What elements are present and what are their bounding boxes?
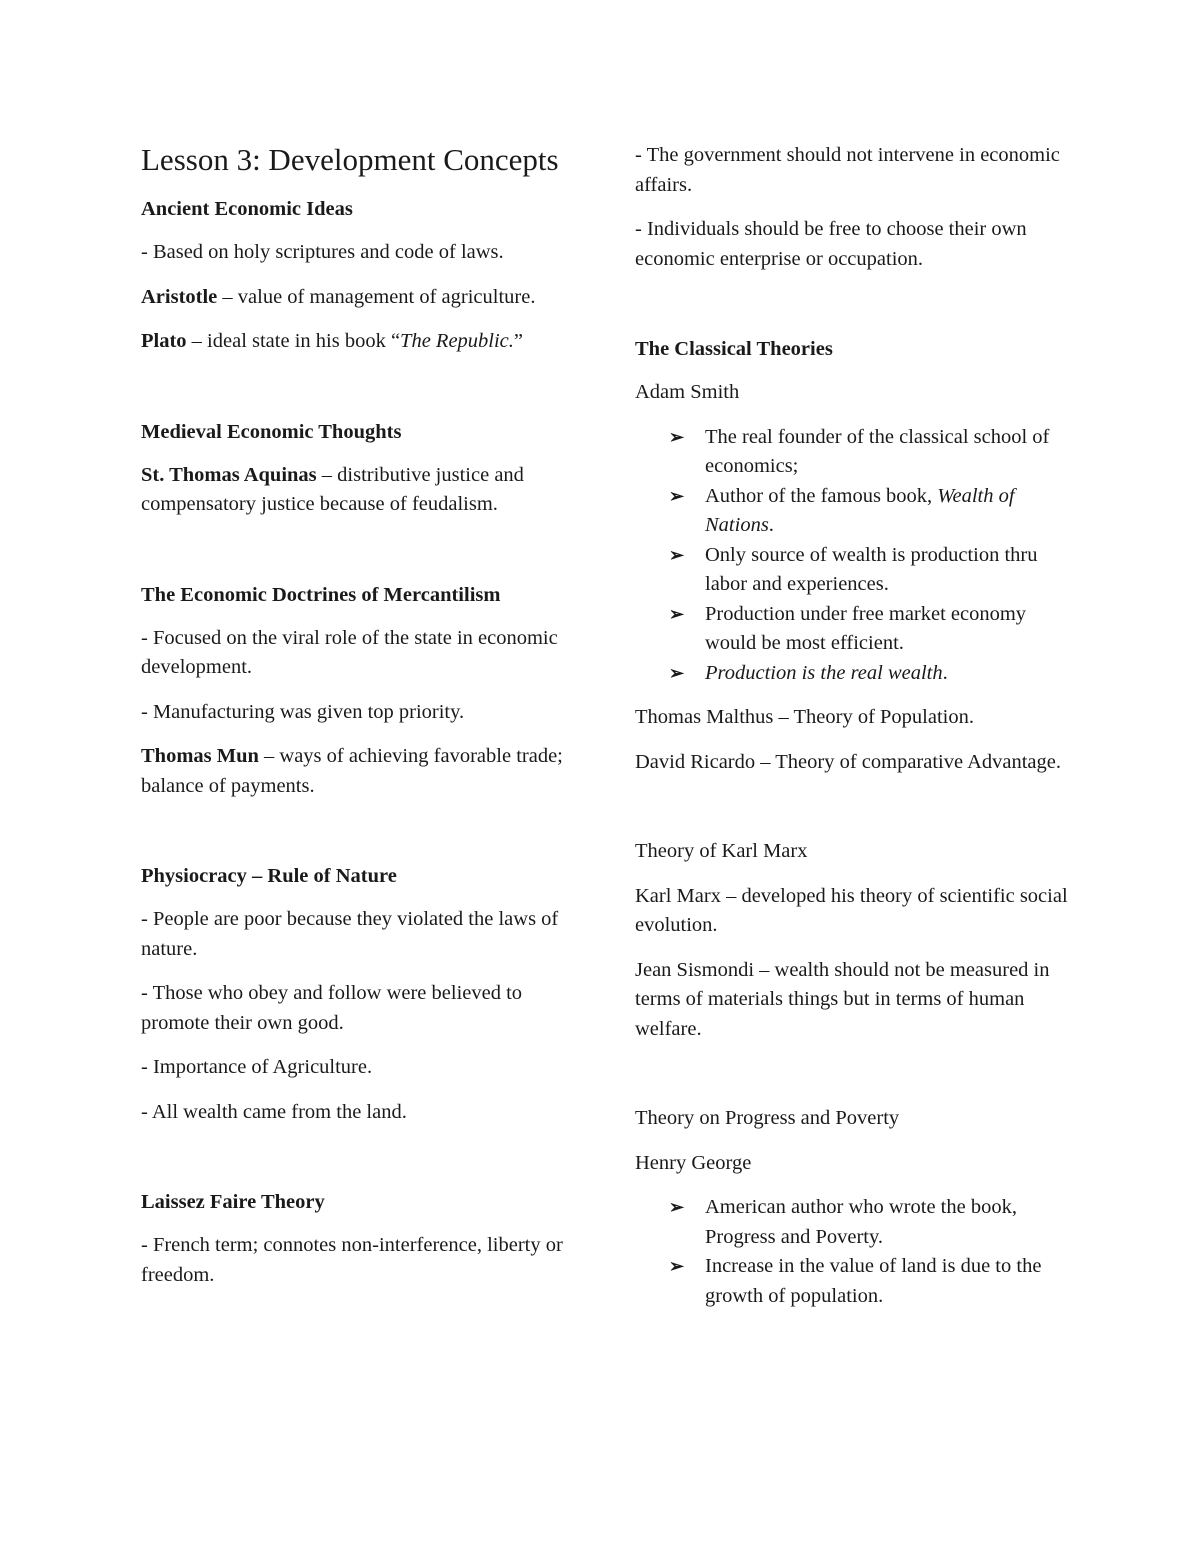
aristotle-name: Aristotle (141, 285, 218, 308)
physiocracy-line-3: - Importance of Agriculture. (141, 1056, 373, 1078)
arrow-bullet-icon: ➢ (669, 1256, 685, 1276)
ricardo-line: David Ricardo – Theory of comparative Advantage. (635, 750, 1061, 773)
bullet-text: Production under free market economy would be most efficient. (705, 602, 1027, 654)
aristotle-paragraph (141, 283, 571, 313)
malthus-line: Thomas Malthus – Theory of Population. (635, 706, 974, 728)
heading-medieval: Medieval Economic Thoughts (141, 420, 402, 443)
adam-smith: Adam Smith (635, 381, 740, 403)
plato-name: Plato (141, 330, 187, 352)
heading-classical: The Classical Theories (635, 338, 833, 360)
list-item (669, 659, 1075, 689)
aristotle-text: – value of management of agriculture. (217, 285, 536, 308)
physiocracy-line-4: - All wealth came from the land. (141, 1100, 407, 1123)
laissez-cont-line-2: - Individuals should be free to choose their own economic enterprise or occupation. (635, 218, 1027, 270)
mun-name: Thomas Mun (141, 745, 259, 767)
henry-george: Henry George (635, 1151, 752, 1174)
book-title: Wealth of Nations (705, 484, 1015, 536)
bullet-text: Increase in the value of land is due to the growth of population. (705, 1255, 1042, 1307)
bullet-text: Production is the real wealth (705, 661, 943, 684)
page-title: Lesson 3: Development Concepts (141, 142, 559, 177)
right-column (635, 141, 1075, 1326)
ancient-line-1: - Based on holy scriptures and code of laws. (141, 241, 504, 263)
arrow-bullet-icon: ➢ (669, 485, 685, 506)
left-column (141, 140, 571, 1305)
arrow-bullet-icon: ➢ (669, 426, 685, 447)
laissez-cont-line-1: - The government should not intervene in economic affairs. (635, 144, 1060, 196)
george-bullet-list (635, 1193, 1075, 1311)
plato-paragraph (141, 327, 571, 357)
heading-laissez-faire: Laissez Faire Theory (141, 1191, 325, 1213)
list-item (669, 1193, 1075, 1252)
mercantilism-line-1: - Focused on the viral role of the state in economic development. (141, 626, 558, 678)
heading-progress-poverty: Theory on Progress and Poverty (635, 1107, 900, 1129)
plato-close-quote: ” (513, 330, 524, 352)
heading-mercantilism: The Economic Doctrines of Mercantilism (141, 583, 501, 606)
list-item (669, 600, 1075, 659)
list-item (669, 423, 1075, 482)
plato-book: The Republic. (400, 330, 514, 352)
arrow-bullet-icon: ➢ (669, 544, 685, 565)
heading-karl-marx: Theory of Karl Marx (635, 840, 808, 862)
heading-ancient: Ancient Economic Ideas (141, 198, 353, 220)
list-item (669, 482, 1075, 541)
heading-physiocracy: Physiocracy – Rule of Nature (141, 865, 397, 887)
list-item (669, 1252, 1075, 1311)
aquinas-name: St. Thomas Aquinas (141, 463, 317, 486)
aquinas-paragraph (141, 461, 571, 520)
arrow-bullet-icon: ➢ (669, 603, 685, 624)
aquinas-text: – distributive justice and compensatory justice because of feudalism. (141, 463, 524, 515)
bullet-text: American author who wrote the book, Progress and Poverty. (705, 1196, 1017, 1248)
marx-line: Karl Marx – developed his theory of scientific social evolution. (635, 884, 1068, 936)
laissez-line-1: - French term; connotes non-interference, liberty or freedom. (141, 1234, 563, 1286)
mun-paragraph (141, 742, 571, 801)
physiocracy-line-1: - People are poor because they violated the laws of nature. (141, 908, 559, 960)
bullet-text: Only source of wealth is production thru labor and experiences. (705, 543, 1038, 595)
bullet-text: . (942, 661, 948, 684)
plato-text: – ideal state in his book “ (186, 330, 401, 352)
bullet-text: The real founder of the classical school of economics; (705, 425, 1050, 477)
mun-text: – ways of achieving favorable trade; balance of payments. (141, 745, 563, 797)
list-item (669, 541, 1075, 600)
physiocracy-line-2: - Those who obey and follow were believed to promote their own good. (141, 982, 523, 1034)
mercantilism-line-2: - Manufacturing was given top priority. (141, 700, 465, 723)
sismondi-line: Jean Sismondi – wealth should not be measured in terms of materials things but in terms of human welfare. (635, 958, 1050, 1040)
bullet-text: . (768, 514, 774, 536)
bullet-text: Author of the famous book, (705, 484, 938, 507)
smith-bullet-list (635, 423, 1075, 689)
arrow-bullet-icon: ➢ (669, 1197, 685, 1217)
arrow-bullet-icon: ➢ (669, 662, 685, 683)
